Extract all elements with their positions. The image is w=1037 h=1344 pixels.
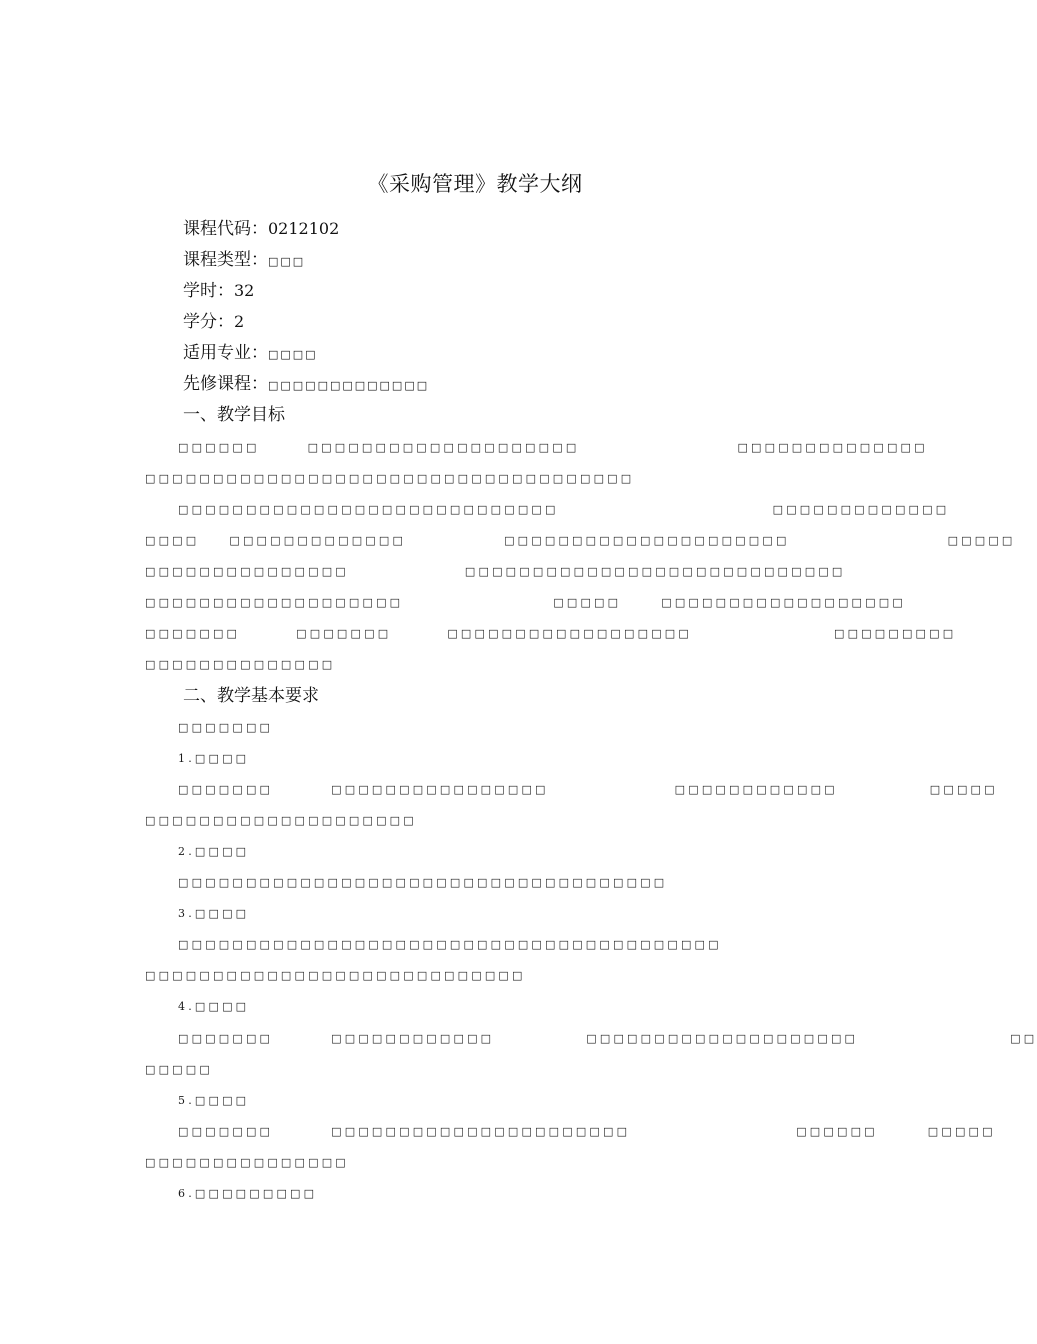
paragraph-line: □□□□□□□□□□□□□□□□□□□□□□□□□□□□ □□□□□□□□□□□□□ [178,503,950,516]
paragraph-line: □□□□□ [145,1063,213,1076]
section1-heading: 一、教学目标 [183,405,285,425]
course-hours-label: 学时： [183,281,234,301]
paragraph-line: □□□□□□□□□□□□□□□□□□□□□□□□□□□□ [145,969,526,982]
course-major-value: □□□□ [268,348,318,361]
course-type-label: 课程类型： [183,250,268,270]
paragraph-line: □□□□□□□ □□□□□□□ □□□□□□□□□□□□□□□□□□ □□□□□□□□□ [145,627,957,640]
item2-title: 2.□□□□ [178,845,250,858]
course-hours-value: 32 [234,281,255,300]
document-title: 《采购管理》教学大纲 [367,172,583,196]
course-prereq-label: 先修课程： [183,374,268,394]
course-type-value: □□□ [268,255,306,268]
paragraph-line: □□□□□□□ □□□□□□□□□□□□ □□□□□□□□□□□□□□□□□□□□ □□ [178,1032,1037,1045]
course-code-value: 0212102 [268,219,340,238]
course-credits-line [183,311,244,333]
paragraph-line: □□□□□□□ □□□□□□□□□□□□□□□□ □□□□□□□□□□□□ □□□□□ [178,783,998,796]
paragraph-line: □□□□□□□ □□□□□□□□□□□□□□□□□□□□□□ □□□□□□ □□□□□ [178,1125,996,1138]
paragraph-line: □□□□□□□□□□□□□□□ □□□□□□□□□□□□□□□□□□□□□□□□□□□□ [145,565,846,578]
paragraph-line: □□□□□□□□□□□□□□□□□□□□□□□□□□□□□□□□□□□□ [145,472,635,485]
course-credits-label: 学分： [183,312,234,332]
item1-title: 1.□□□□ [178,752,250,765]
course-type-line [183,249,305,273]
course-major-label: 适用专业： [183,343,268,363]
item6-title: 6.□□□□□□□□□ [178,1187,318,1200]
section2-intro: □□□□□□□ [178,721,274,734]
course-code-line [183,218,339,240]
item5-title: 5.□□□□ [178,1094,250,1107]
section2-heading: 二、教学基本要求 [183,686,319,706]
course-major-line [183,342,318,366]
paragraph-line: □□□□□□□□□□□□□□□ [145,1156,349,1169]
item4-title: 4.□□□□ [178,1000,250,1013]
course-code-label: 课程代码： [183,219,268,239]
course-prereq-value: □□□□□□□□□□□□□ [268,379,430,392]
paragraph-line: □□□□ □□□□□□□□□□□□□ □□□□□□□□□□□□□□□□□□□□□ □□□□□ [145,534,1016,547]
paragraph-line: □□□□□□ □□□□□□□□□□□□□□□□□□□□ □□□□□□□□□□□□□□ [178,441,928,454]
course-credits-value: 2 [234,312,245,331]
paragraph-line: □□□□□□□□□□□□□□□□□□□□□□□□□□□□□□□□□□□□□□□□ [178,938,722,951]
paragraph-line: □□□□□□□□□□□□□□□□□□□ □□□□□ □□□□□□□□□□□□□□□□□□ [145,596,906,609]
paragraph-line: □□□□□□□□□□□□□□□□□□□□□□□□□□□□□□□□□□□□ [178,876,668,889]
paragraph-line: □□□□□□□□□□□□□□□□□□□□ [145,814,417,827]
paragraph-line: □□□□□□□□□□□□□□ [145,658,336,671]
course-hours-line [183,280,254,302]
item3-title: 3.□□□□ [178,907,250,920]
course-prereq-line [183,373,429,397]
